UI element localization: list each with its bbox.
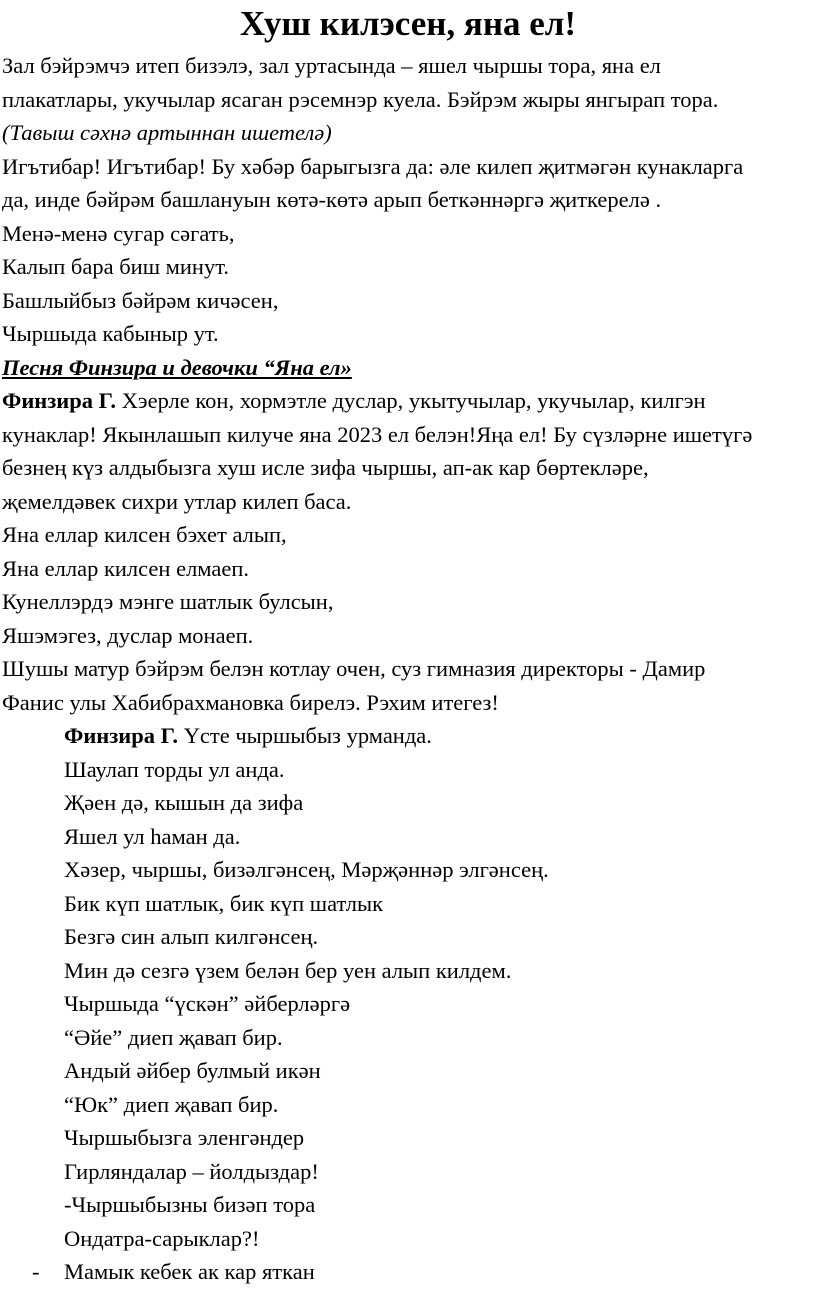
speech-line: җемелдәвек сихри утлар килеп баса. bbox=[2, 488, 352, 514]
verse-line: Яшэмэгез, дуслар монаеп. bbox=[2, 622, 254, 648]
speech-first-line bbox=[2, 384, 814, 418]
poem-line: Мин дә сезгә үзем белән бер уен алып килдем. bbox=[64, 957, 512, 983]
poem-line: Хәзер, чыршы, бизәлгәнсең, Мәрҗәннәр элгәнсең. bbox=[64, 857, 549, 882]
speech-first-line bbox=[2, 719, 814, 753]
verse-line: Яна еллар килсен бэхет алып, bbox=[2, 522, 287, 547]
poem-line: Андый әйбер булмый икән bbox=[64, 1058, 321, 1083]
speaker-name: Финзира Г. bbox=[2, 388, 117, 413]
song-heading: Песня Финзира и девочки “Яна ел» bbox=[2, 354, 352, 380]
speech-text: Хэерле кон, хормэтле дуслар, укытучылар, укучылар, килгэн bbox=[116, 388, 706, 413]
poem-line: Җәен дә, кышын да зифа bbox=[64, 790, 304, 815]
announcement-line: Игътибар! Игътибар! Бу хәбәр барыгызга да: әле килеп җитмәгән кунакларга bbox=[2, 153, 744, 179]
poem-line: Гирляндалар – йолдыздар! bbox=[64, 1158, 319, 1184]
speech-line: безнең күз алдыбызга хуш исле зифа чыршы, ап-ак кар бөртекләре, bbox=[2, 455, 649, 480]
speaker-name: Финзира Г. bbox=[64, 723, 179, 748]
list-item bbox=[2, 1255, 814, 1289]
verse-line: Яна еллар килсен елмаеп. bbox=[2, 555, 250, 581]
verse-line: Менә-менә сугар сәгать, bbox=[2, 220, 235, 246]
document-body bbox=[2, 49, 814, 1289]
paragraph-line: Зал бэйрэмчэ итеп бизэлэ, зал уртасында – яшел чыршы тора, яна ел bbox=[2, 53, 661, 78]
speech-line: кунаклар! Якынлашып килуче яна 2023 ел белэн!Яңа ел! Бу сүзләрне ишетүгә bbox=[2, 421, 753, 447]
poem-line: Чыршыда “үскән” әйберләргә bbox=[64, 991, 351, 1016]
poem-line: “Әйе” диеп җавап бир. bbox=[64, 1024, 283, 1050]
poem-line: Яшел ул һаман да. bbox=[64, 823, 241, 849]
stage-direction: (Тавыш сәхнә артыннан ишетелә) bbox=[2, 120, 332, 145]
poem-line: -Чыршыбызны бизәп тора bbox=[64, 1192, 316, 1217]
verse-line: Калып бара биш минут. bbox=[2, 254, 229, 279]
poem-line: Ондатра-сарыклар?! bbox=[64, 1225, 260, 1251]
poem-line: Безгә син алып килгәнсең. bbox=[64, 924, 319, 949]
speech-text: Үсте чыршыбыз урманда. bbox=[178, 723, 432, 748]
verse-line: Чыршыда кабыныр ут. bbox=[2, 321, 219, 346]
paragraph-line: плакатлары, укучылар ясаган рэсемнэр куела. Бэйрэм жыры янгырап тора. bbox=[2, 86, 719, 112]
list-marker: - bbox=[32, 1259, 40, 1284]
poem-line: Чыршыбызга эленгәндер bbox=[64, 1125, 305, 1150]
verse-line: Кунеллэрдэ мэнге шатлык булсын, bbox=[2, 589, 334, 614]
announcement-line: да, инде бәйрәм башлануын көтә-көтә арып беткәннәргә җиткерелә . bbox=[2, 187, 662, 212]
list-item-text: Мамык кебек ак кар яткан bbox=[64, 1259, 315, 1284]
director-intro-line: Фанис улы Хабибрахмановка бирелэ. Рэхим итегез! bbox=[2, 689, 499, 715]
poem-line: Бик күп шатлык, бик күп шатлык bbox=[64, 890, 384, 916]
poem-line: Шаулап торды ул анда. bbox=[64, 756, 285, 782]
verse-line: Башлыйбыз бәйрәм кичәсен, bbox=[2, 287, 279, 313]
director-intro-line: Шушы матур бэйрэм белэн котлау очен, суз гимназия директоры - Дамир bbox=[2, 656, 706, 681]
page-title: Хуш килэсен, яна ел! bbox=[239, 4, 577, 43]
poem-line: “Юк” диеп җавап бир. bbox=[64, 1091, 279, 1117]
